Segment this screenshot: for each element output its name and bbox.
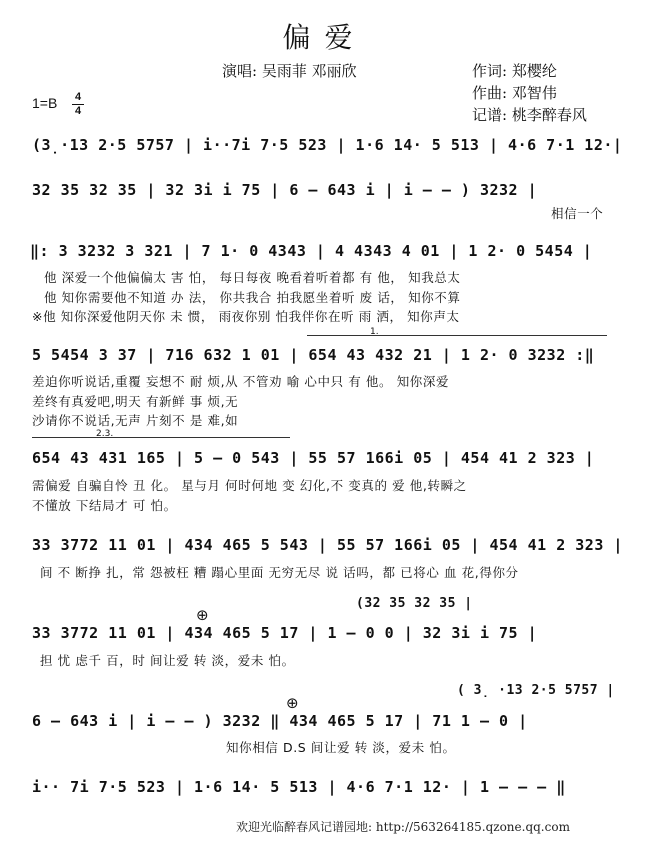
score-system-2: 32 35 32 35 | 32 3i i 75 | 6 – 643 i | i – – ) 3232 | bbox=[32, 181, 538, 199]
score-system-4: 5 5454 3 37 | 716 632 1 01 | 654 43 432 21 | 1 2· 0 3232 :‖ bbox=[32, 346, 595, 364]
time-signature bbox=[72, 92, 84, 117]
lyric-line: 间 不 断挣 扎，常 怨被枉 糟 蹋心里面 无穷无尽 说 话吗，都 已将心 血 花,得你分 bbox=[40, 565, 519, 580]
time-signature-top: 4 bbox=[74, 91, 82, 103]
lyric-line: 不懂放 下结局才 可 怕。 bbox=[32, 498, 177, 513]
lyric-line: 差迫你听说话,重覆 妄想不 耐 烦,从 不管劝 喻 心中只 有 他。 知你深爱 bbox=[32, 374, 450, 389]
time-signature-bottom: 4 bbox=[74, 105, 82, 117]
footer-note: 欢迎光临醉春风记谱园地: http://563264185.qzone.qq.com bbox=[236, 820, 570, 834]
lyric-line: 需偏爱 自骗自怜 丑 化。 星与月 何时何地 变 幻化,不 变真的 爱 他,转瞬之 bbox=[32, 478, 467, 493]
score-system-9: i·· 7i 7·5 523 | 1·6 14· 5 513 | 4·6 7·1 12· | 1 – – – ‖ bbox=[32, 778, 566, 796]
lyric-line: 他 知你需要他不知道 办 法， 你共我合 拍我愿坐着听 废 话， 知你不算 bbox=[44, 290, 461, 305]
score-paren-line: (32 35 32 35 | bbox=[356, 596, 473, 611]
lyric-line: 担 忧 虑千 百，时 间让爱 转 淡，爱未 怕。 bbox=[40, 653, 295, 668]
lyric-line: ※他 知你深爱他阴天你 未 惯， 雨夜你别 怕我伴你在听 雨 洒， 知你声太 bbox=[32, 309, 460, 324]
singers-credit: 演唱: 吴雨菲 邓丽欣 bbox=[222, 62, 357, 80]
coda-icon: ⊕ bbox=[196, 606, 209, 624]
lyric-line: 差终有真爱吧,明天 有新鲜 事 烦,无 bbox=[32, 394, 239, 409]
lyric-line: 他 深爱一个他偏偏太 害 怕， 每日每夜 晚看着听着都 有 他， 知我总太 bbox=[44, 270, 461, 285]
score-system-5: 654 43 431 165 | 5 – 0 543 | 55 57 166i 05 | 454 41 2 323 | bbox=[32, 449, 595, 467]
composer-credit: 作曲: 邓智伟 bbox=[472, 84, 557, 102]
volta-2-3-label: 2.3. bbox=[96, 429, 114, 439]
score-system-3: ‖: 3 3232 3 321 | 7 1· 0 4343 | 4 4343 4 01 | 1 2· 0 5454 | bbox=[30, 242, 593, 260]
lyricist-credit: 作词: 郑樱纶 bbox=[472, 62, 557, 80]
volta-1-label: 1. bbox=[370, 327, 379, 337]
lyric-line: 知你相信 D.S 间让爱 转 淡，爱未 怕。 bbox=[226, 740, 456, 755]
coda-icon: ⊕ bbox=[286, 694, 299, 712]
lyric-line: 相信一个 bbox=[551, 206, 604, 221]
score-system-1: (3̣·13 2·5 5757 | i··7i 7·5 523 | 1·6 14· 5 513 | 4·6 7·1 12·| bbox=[32, 136, 623, 154]
score-system-7: 33 3772 11 01 | 434 465 5 17 | 1 – 0 0 | 32 3i i 75 | bbox=[32, 624, 538, 642]
volta-bracket-line bbox=[32, 437, 290, 438]
score-system-8: 6 – 643 i | i – – ) 3232 ‖ 434 465 5 17 | 71 1 – 0 | bbox=[32, 712, 528, 730]
volta-bracket-line bbox=[307, 335, 607, 336]
song-title: 偏爱 bbox=[282, 21, 367, 54]
transcriber-credit: 记谱: 桃李醉春风 bbox=[472, 106, 587, 124]
key-signature: 1=B bbox=[32, 95, 58, 111]
score-system-6: 33 3772 11 01 | 434 465 5 543 | 55 57 166i 05 | 454 41 2 323 | bbox=[32, 536, 623, 554]
lyric-line: 沙请你不说话,无声 片刻不 是 难,如 bbox=[32, 413, 239, 428]
score-paren-line: ( 3̣ ·13 2·5 5757 | bbox=[457, 683, 615, 698]
